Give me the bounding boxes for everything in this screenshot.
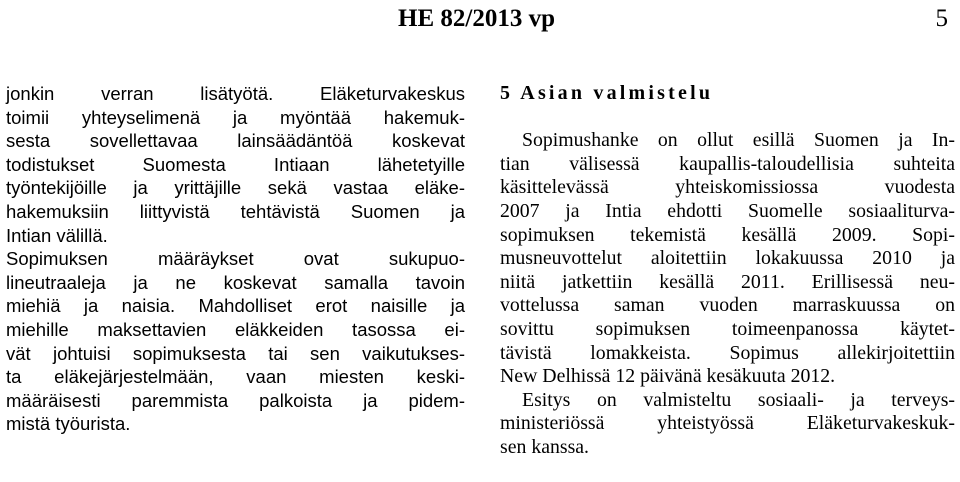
- left-line: vät johtuisi sopimuksesta tai sen vaikutukses-: [6, 342, 465, 364]
- left-column: [6, 82, 465, 436]
- right-line: New Delhissä 12 päivänä kesäkuuta 2012.: [500, 365, 836, 388]
- right-line: tian välisessä kaupallis-taloudellisia suhteita: [500, 152, 955, 175]
- left-line: määräisesti paremmista palkoista ja pidem-: [6, 389, 465, 411]
- left-line: ta eläkejärjestelmään, vaan miesten keski-: [6, 366, 465, 388]
- page-header: [0, 0, 960, 46]
- right-line: tävistä lomakkeista. Sopimus allekirjoitettiin: [500, 341, 955, 364]
- right-line: sovittu sopimuksen toimeenpanossa käytet-: [500, 317, 955, 340]
- left-line: todistukset Suomesta Intiaan lähetetyille: [6, 153, 465, 175]
- left-line: mistä työurista.: [6, 413, 131, 435]
- right-line: sen kanssa.: [500, 435, 589, 458]
- page-number: 5: [935, 5, 948, 32]
- right-line: musneuvottelut aloitettiin lokakuussa 2010 ja: [500, 247, 955, 270]
- left-line: toimii yhteyselimenä ja myöntää hakemuk-: [6, 106, 465, 128]
- right-line: Esitys on valmisteltu sosiaali- ja terveys-: [522, 388, 955, 411]
- left-line: Sopimuksen määräykset ovat sukupuo-: [6, 248, 465, 270]
- left-line: työntekijöille ja yrittäjille sekä vastaa eläke-: [6, 177, 465, 199]
- right-line: ministeriössä yhteistyössä Eläketurvakeskuk-: [500, 412, 955, 435]
- section-heading: 5 Asian valmistelu: [500, 82, 714, 104]
- right-line: vottelussa saman vuoden marraskuussa on: [500, 294, 955, 317]
- document-id: HE 82/2013 vp: [398, 5, 555, 32]
- right-line: niitä jatkettiin kesällä 2011. Erillisessä neu-: [500, 270, 955, 293]
- right-line: Sopimushanke on ollut esillä Suomen ja In-: [522, 129, 955, 152]
- right-line: sopimuksen tekemistä kesällä 2009. Sopi-: [500, 223, 955, 246]
- right-line: 2007 ja Intia ehdotti Suomelle sosiaaliturva-: [500, 199, 955, 222]
- right-line: käsittelevässä yhteiskomissiossa vuodesta: [500, 176, 955, 199]
- left-line: miehille maksettavien eläkkeiden tasossa ei-: [6, 318, 465, 340]
- left-line: hakemuksiin liittyvistä tehtävistä Suomen ja: [6, 200, 465, 222]
- left-line: jonkin verran lisätyötä. Eläketurvakeskus: [6, 83, 465, 104]
- left-line: Intian välillä.: [6, 224, 108, 246]
- left-line: miehiä ja naisia. Mahdolliset erot naisille ja: [6, 295, 465, 317]
- left-line: lineutraaleja ja ne koskevat samalla tavoin: [6, 271, 465, 293]
- left-line: sesta sovellettavaa lainsäädäntöä koskevat: [6, 130, 465, 152]
- right-column: [500, 82, 955, 460]
